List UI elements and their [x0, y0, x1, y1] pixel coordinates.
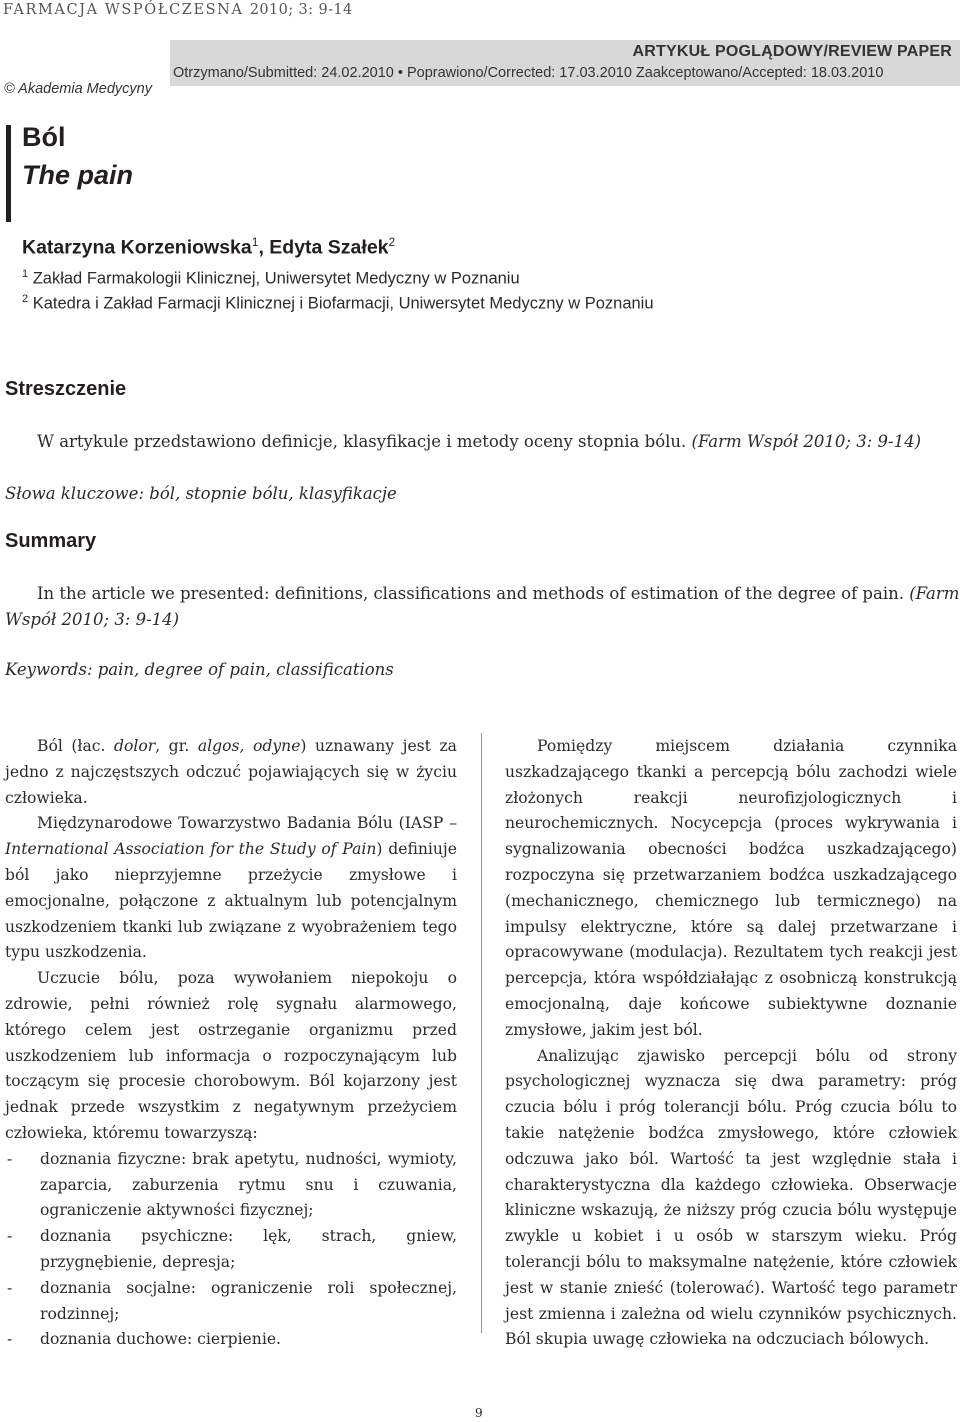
affiliation-mark: 1	[22, 268, 29, 280]
body-text: ) uznawany jest za jedno z najczęstszych odczuć pojawiających się w życiu człowieka.	[5, 737, 457, 807]
body-paragraph: Uczucie bólu, poza wywołaniem niepokoju o zdrowie, pełni również rolę sygnału alarmowego, którego celem jest ostrzeganie organizmu przed uszkodzeniem lub informacja o rozpoczynającym lub toczącym się procesie chorobowym. Ból kojarzony jest jednak przede wszystkim z negatywnym przeżyciem człowieka, któremu towarzyszą:	[5, 969, 457, 1142]
body-text: , gr.	[155, 737, 198, 755]
abstract-en-citation: (Farm Współ 2010; 3: 9-14)	[5, 584, 960, 629]
abstract-pl-text: W artykule przedstawiono definicje, klasyfikacje i metody oceny stopnia bólu.	[37, 432, 687, 451]
title-english: The pain	[22, 160, 134, 190]
keywords-pl: Słowa kluczowe: ból, stopnie bólu, klasyfikacje	[5, 484, 397, 503]
keywords-en: Keywords: pain, degree of pain, classifications	[5, 660, 394, 679]
list-item-text: doznania psychiczne: lęk, strach, gniew, przygnębienie, depresja;	[40, 1227, 457, 1271]
list-item-text: doznania fizyczne: brak apetytu, nudności, wymioty, zaparcia, zaburzenia rytmu snu i czuwania, ograniczenie aktywności fizycznej;	[40, 1149, 457, 1220]
affiliation-text: Katedra i Zakład Farmacji Klinicznej i Biofarmacji, Uniwersytet Medyczny w Poznaniu	[28, 294, 654, 313]
list-dash: -	[7, 1278, 13, 1297]
abstract-pl	[5, 429, 960, 455]
abstract-pl-heading: Streszczenie	[5, 378, 127, 400]
title-accent-bar	[6, 125, 11, 222]
journal-name: FARMACJA WSPÓŁCZESNA	[3, 2, 244, 18]
submission-dates: Otrzymano/Submitted: 24.02.2010 • Poprawiono/Corrected: 17.03.2010 Zaakceptowano/Accepted: 18.03.2010	[173, 65, 884, 81]
abstract-en	[5, 581, 960, 633]
affiliation-1	[22, 268, 520, 289]
body-text: ) definiuje ból jako nieprzyjemne przeżycie zmysłowe i emocjonalne, połączone z aktualnym lub potencjalnym uszkodzeniem tkanki lub związane z wyobrażeniem tego typu uszkodzenia.	[5, 840, 457, 962]
symptom-list	[5, 1147, 457, 1353]
body-text-italic: International Association for the Study of Pain	[5, 840, 377, 859]
article-type-label: ARTYKUŁ POGLĄDOWY/REVIEW PAPER	[632, 43, 952, 60]
body-text-italic: dolor	[113, 737, 156, 755]
list-item-text: doznania duchowe: cierpienie.	[40, 1330, 282, 1349]
list-item-text: doznania socjalne: ograniczenie roli społecznej, rodzinnej;	[40, 1278, 457, 1323]
body-column-left	[5, 734, 457, 1353]
author-name: Katarzyna Korzeniowska	[22, 236, 252, 259]
list-item	[5, 1147, 457, 1224]
body-paragraph: Analizując zjawisko percepcji bólu od strony psychologicznej wyznacza się dwa parametry: próg czucia bólu i próg tolerancji bólu. Próg czucia bólu to takie natężenie bodźca zmysłowego, które człowiek odczuwa jako ból. Wartość ta jest względnie stała i charakterystyczna dla każdego człowieka. Obserwacje kliniczne wskazują, że niższy próg czucia bólu występuje zwykle u kobiet i u osób w starszym wieku. Próg tolerancji bólu to maksymalne natężenie, które człowiek jest w stanie znieść (tolerować). Wartość tego parametr jest zmienna i zależna od wielu czynników psychicznych. Ból skupia uwagę człowieka na odczuciach bólowych.	[505, 1046, 957, 1349]
affiliation-text: Zakład Farmakologii Klinicznej, Uniwersytet Medyczny w Poznaniu	[28, 269, 520, 288]
list-dash: -	[7, 1330, 13, 1349]
article-info-banner	[170, 40, 960, 86]
abstract-en-heading: Summary	[5, 530, 97, 552]
affiliation-2	[22, 293, 654, 314]
list-item	[5, 1276, 457, 1328]
body-paragraph	[5, 734, 457, 811]
author-affiliation-mark: 1	[251, 235, 259, 249]
list-dash: -	[7, 1227, 13, 1246]
abstract-en-text: In the article we presented: definitions, classifications and methods of estimation of the degree of pain.	[37, 584, 904, 603]
body-paragraph	[5, 811, 457, 966]
abstract-pl-citation: (Farm Współ 2010; 3: 9-14)	[691, 432, 922, 451]
body-text-italic: algos, odyne	[197, 737, 301, 755]
list-dash: -	[7, 1149, 13, 1168]
affiliation-mark: 2	[22, 293, 29, 305]
author-name: Edyta Szałek	[269, 236, 389, 259]
copyright-notice: © Akademia Medycyny	[4, 81, 152, 97]
page-number: 9	[475, 1406, 483, 1420]
list-item	[5, 1327, 457, 1353]
author-separator: ,	[258, 236, 270, 259]
body-paragraph: Pomiędzy miejscem działania czynnika uszkadzającego tkanki a percepcją bólu zachodzi wiele złożonych reakcji neurofizjologicznych i neurochemicznych. Nocycepcja (proces wykrywania i sygnalizowania obecności bodźca uszkadzającego) rozpoczyna się przetwarzaniem bodźca uszkadzającego (mechanicznego, chemicznego lub termicznego) na impulsy elektryczne, które są dalej przetwarzane i opracowywane (modulacja). Rezultatem tych reakcji jest percepcja, która współdziałając z osobniczą konstrukcją emocjonalną, daje końcowe subiektywne doznanie zmysłowe, jakim jest ból.	[505, 737, 957, 1039]
body-column-right	[505, 734, 957, 1353]
column-divider	[481, 733, 482, 1333]
journal-issue: 2010; 3: 9-14	[249, 2, 353, 18]
journal-header	[3, 2, 353, 18]
author-affiliation-mark: 2	[388, 235, 396, 249]
body-text: Ból (łac.	[37, 737, 114, 755]
body-text: Międzynarodowe Towarzystwo Badania Bólu (IASP –	[37, 814, 457, 833]
list-item	[5, 1224, 457, 1276]
title-polish: Ból	[22, 122, 66, 152]
author-list	[22, 235, 395, 260]
